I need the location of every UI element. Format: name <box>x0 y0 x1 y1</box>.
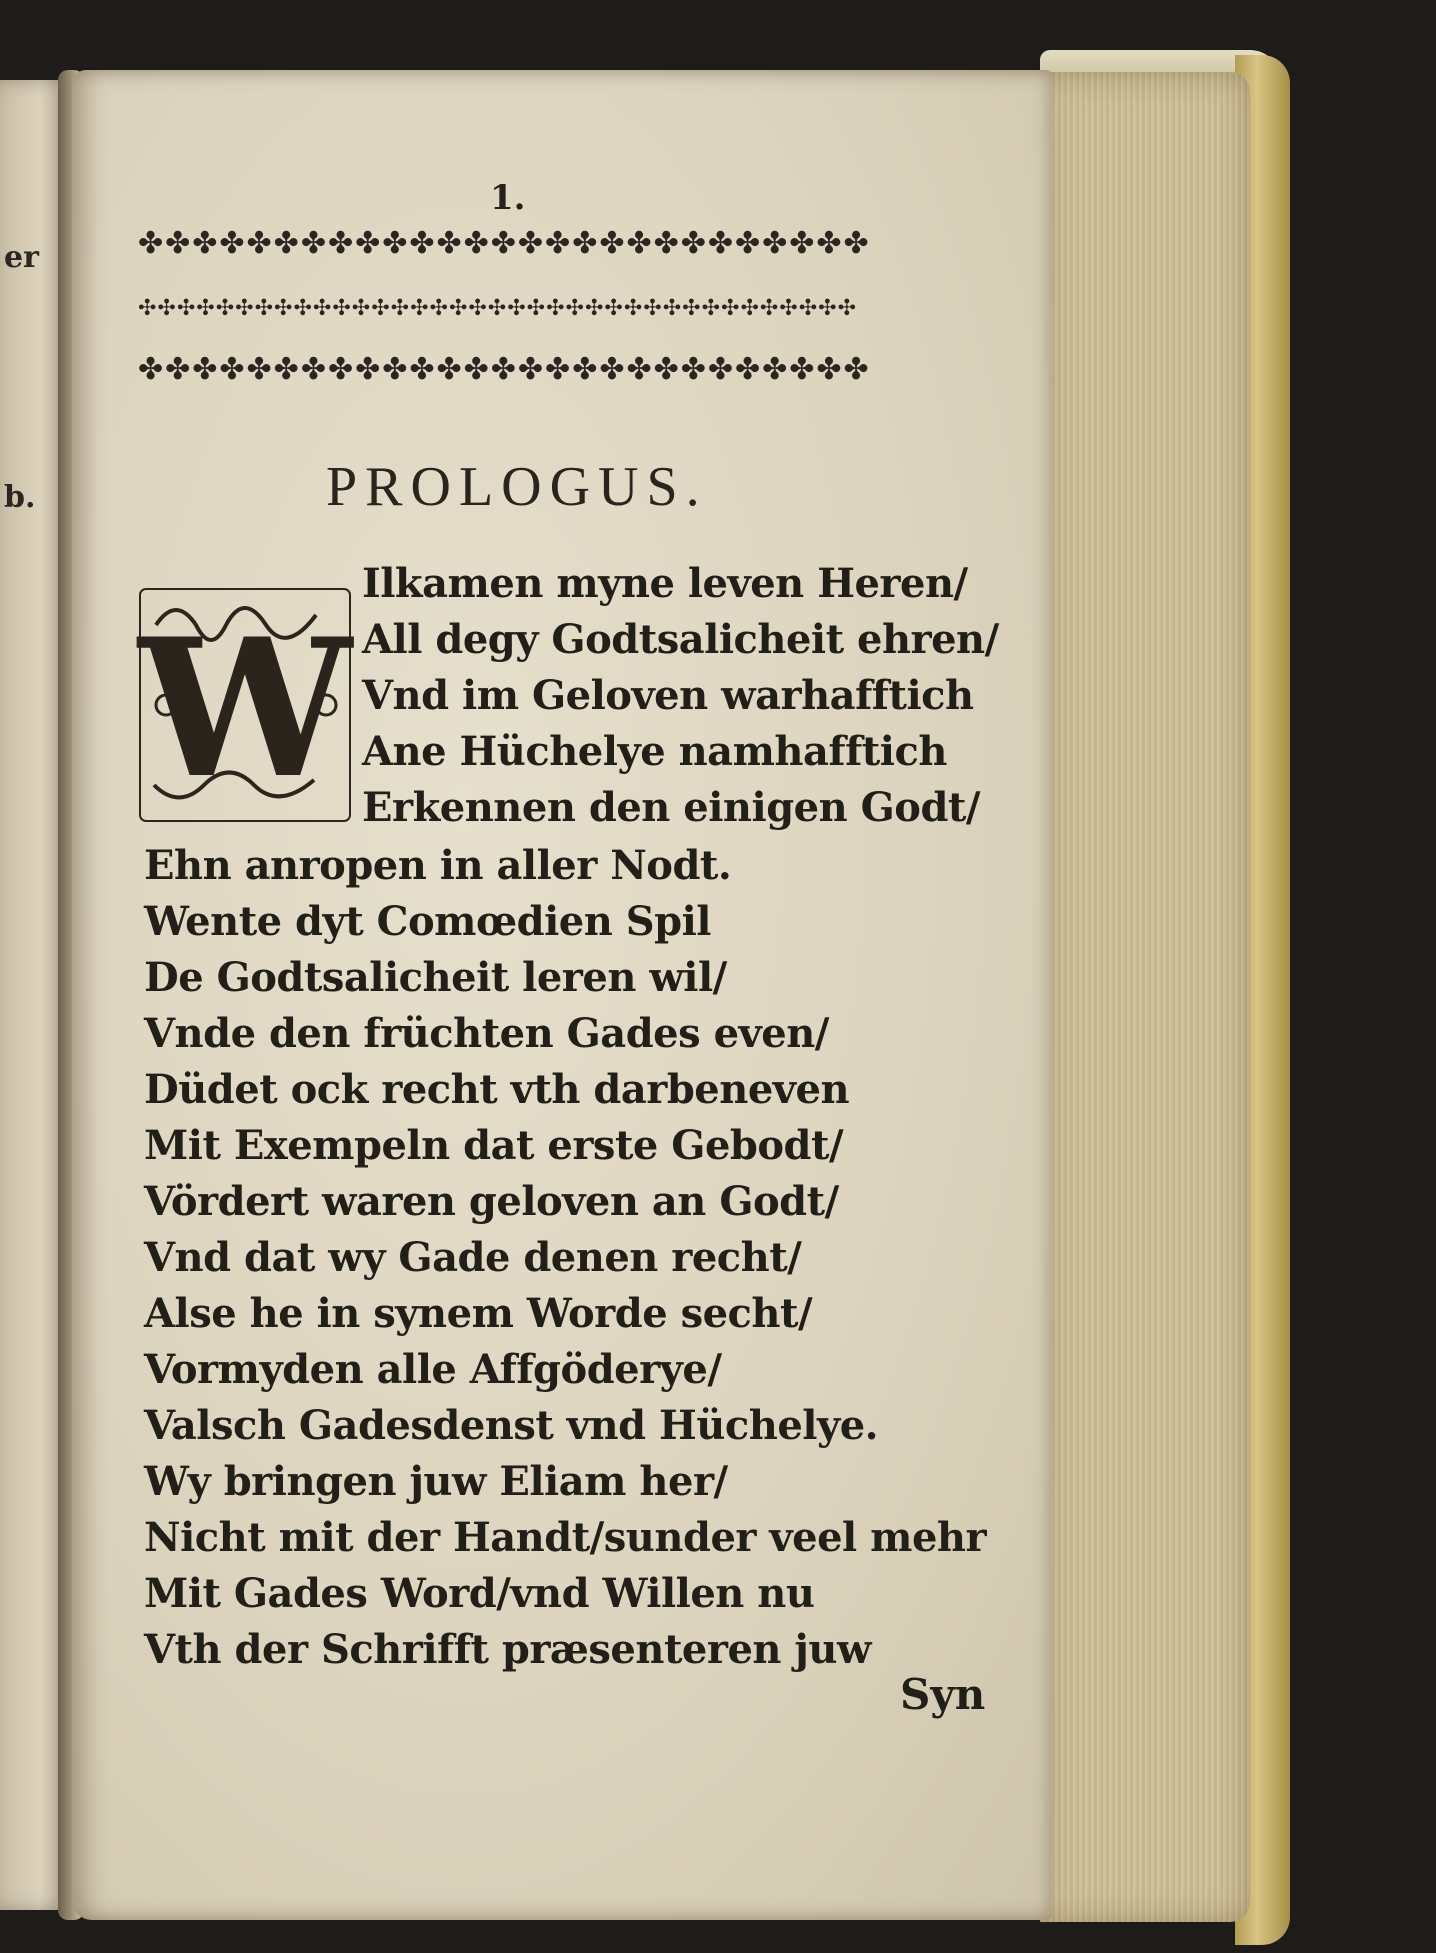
text-line: Mit Exempeln dat erste Gebodt/ <box>144 1122 844 1169</box>
text-line: Vnde den früchten Gades even/ <box>144 1010 829 1057</box>
text-line: Ilkamen myne leven Heren/ <box>362 560 968 607</box>
text-line: Vnd im Geloven warhafftich <box>362 672 974 719</box>
catchword: Syn <box>900 1670 986 1719</box>
text-line: Erkennen den einigen Godt/ <box>362 784 981 831</box>
text-line: Wente dyt Comœdien Spil <box>144 898 711 945</box>
text-line: Wy bringen juw Eliam her/ <box>144 1458 728 1505</box>
page-number: 1. <box>490 178 526 218</box>
text-line: Ehn anropen in aller Nodt. <box>144 842 732 889</box>
text-line: Ane Hüchelye namhafftich <box>362 728 947 775</box>
page-edges <box>1040 72 1250 1922</box>
decorated-initial <box>136 585 354 825</box>
text-line: All degy Godtsalicheit ehren/ <box>362 616 999 663</box>
text-line: Vördert waren geloven an Godt/ <box>144 1178 839 1225</box>
ornament-row: ✤✤✤✤✤✤✤✤✤✤✤✤✤✤✤✤✤✤✤✤✤✤✤✤✤✤✤ <box>138 226 871 261</box>
left-page-fragment: er <box>4 240 39 275</box>
text-line: De Godtsalicheit leren wil/ <box>144 954 727 1001</box>
text-line: Mit Gades Word/vnd Willen nu <box>144 1570 815 1617</box>
text-line: Vth der Schrifft præsenteren juw <box>144 1626 871 1673</box>
ornament-row: ✤✤✤✤✤✤✤✤✤✤✤✤✤✤✤✤✤✤✤✤✤✤✤✤✤✤✤ <box>138 352 871 387</box>
text-line: Nicht mit der Handt/sunder veel mehr <box>144 1514 987 1561</box>
text-line: Düdet ock recht vth darbeneven <box>144 1066 850 1113</box>
initial-letter: W <box>138 597 352 820</box>
text-line: Valsch Gadesdenst vnd Hüchelye. <box>144 1402 879 1449</box>
left-page-fragment: b. <box>4 480 36 515</box>
text-line: Vnd dat wy Gade denen recht/ <box>144 1234 802 1281</box>
ornament-row: ✣✣✣✣✣✣✣✣✣✣✣✣✣✣✣✣✣✣✣✣✣✣✣✣✣✣✣✣✣✣✣✣✣✣✣✣✣ <box>138 296 858 321</box>
heading: PROLOGUS. <box>326 456 708 518</box>
text-line: Alse he in synem Worde secht/ <box>144 1290 813 1337</box>
text-line: Vormyden alle Affgöderye/ <box>144 1346 722 1393</box>
